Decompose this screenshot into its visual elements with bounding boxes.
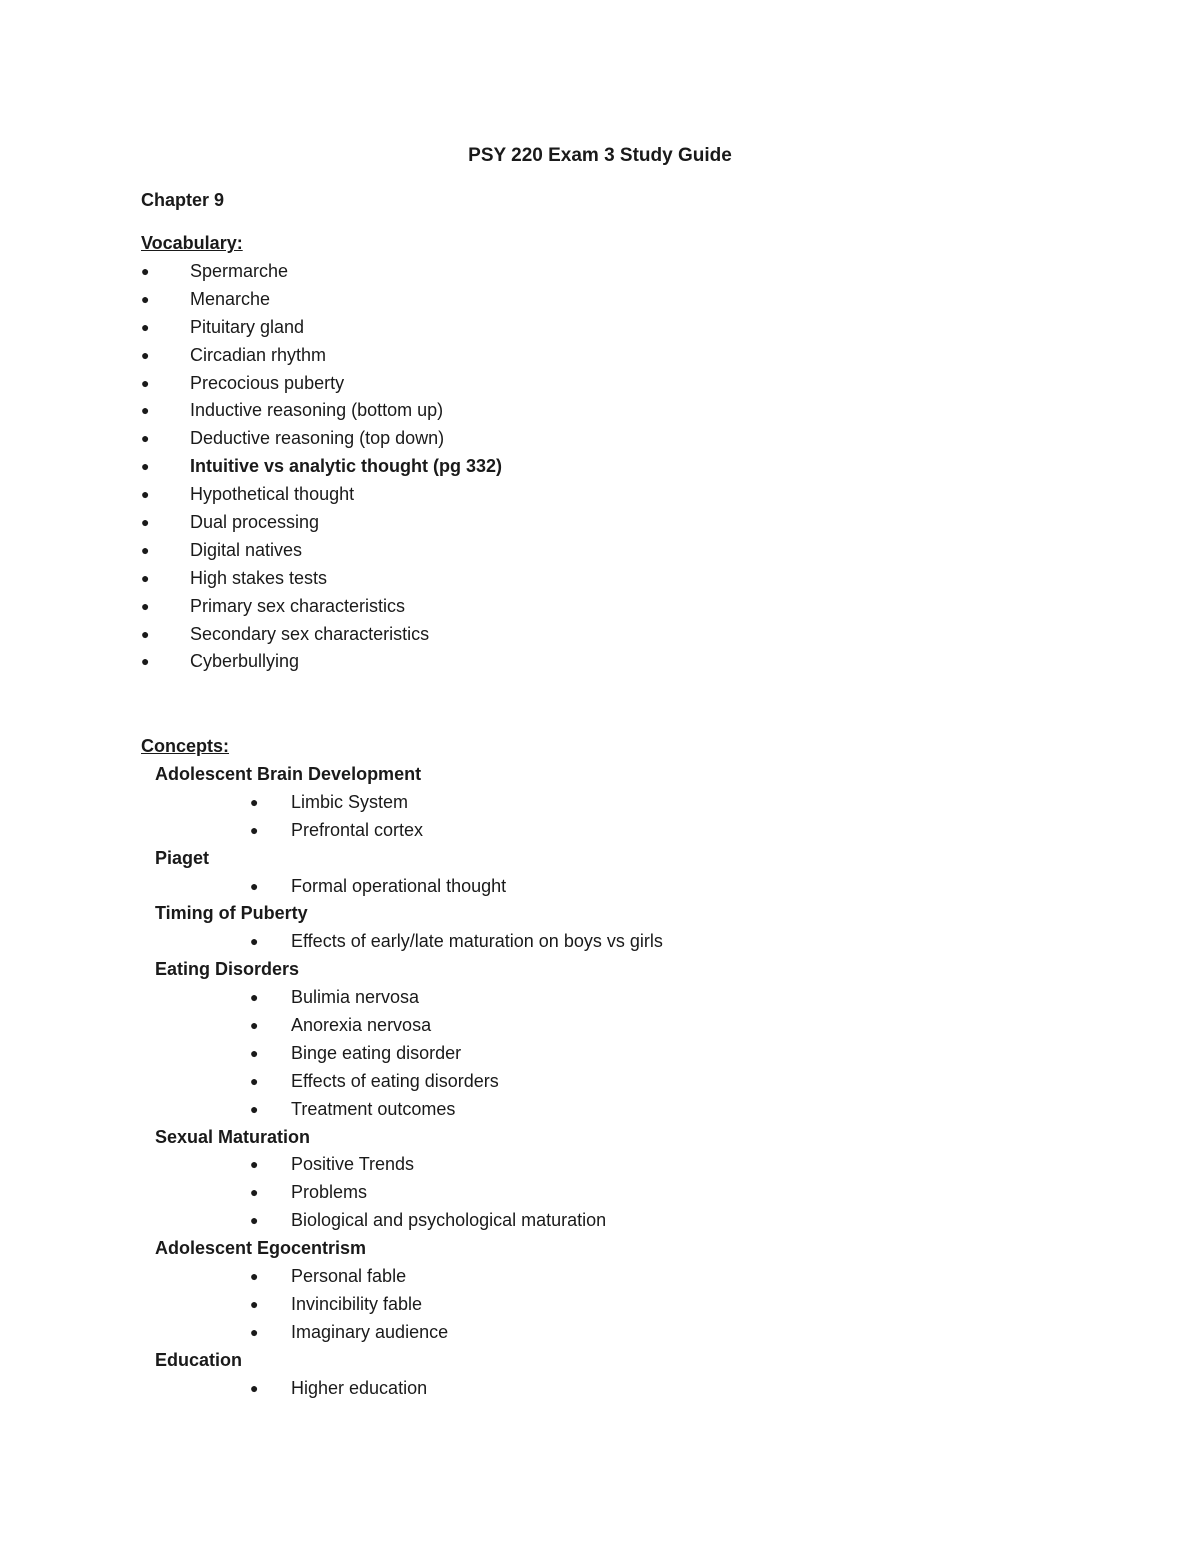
bullet-icon: ● [141,346,150,363]
vocabulary-item [141,565,502,593]
concept-group-title: Eating Disorders [155,959,300,980]
vocabulary-item-text: Cyberbullying [190,651,300,672]
concept-item [250,1207,663,1235]
vocabulary-item-text: High stakes tests [190,567,328,588]
bullet-icon: ● [141,653,150,670]
concepts-section [155,761,663,1402]
page-title: PSY 220 Exam 3 Study Guide [468,145,732,166]
vocabulary-item-text: Primary sex characteristics [190,595,406,616]
concept-item-text: Higher education [291,1377,428,1398]
vocabulary-item [141,648,502,676]
concept-item [250,873,663,901]
vocabulary-item [141,509,502,537]
vocabulary-item-text: Precocious puberty [190,372,345,393]
vocabulary-item [141,314,502,342]
vocabulary-item-text: Digital natives [190,539,303,560]
vocabulary-item-text: Deductive reasoning (top down) [190,428,445,449]
concept-item [250,789,663,817]
concept-item-text: Effects of eating disorders [291,1070,499,1091]
concept-item [250,1040,663,1068]
bullet-icon: ● [250,877,259,894]
concept-list [155,1375,663,1403]
chapter-heading: Chapter 9 [141,190,225,210]
bullet-icon: ● [250,1379,259,1396]
bullet-icon: ● [250,1072,259,1089]
concept-item [250,1319,663,1347]
vocabulary-item-text: Inductive reasoning (bottom up) [190,400,444,421]
concept-list [155,984,663,1123]
bullet-icon: ● [250,1212,259,1229]
concept-group [155,845,663,901]
vocabulary-item [141,342,502,370]
concept-group-title: Adolescent Brain Development [155,764,422,784]
concept-list [155,873,663,901]
concept-group [155,900,663,956]
vocabulary-item-text: Circadian rhythm [190,344,327,365]
vocabulary-item [141,425,502,453]
vocabulary-item [141,537,502,565]
vocabulary-item [141,286,502,314]
bullet-icon: ● [141,486,150,503]
vocabulary-item-text: Intuitive vs analytic thought (pg 332) [190,456,503,477]
concept-group-title: Adolescent Egocentrism [155,1238,367,1259]
vocabulary-list [141,258,502,676]
bullet-icon: ● [141,430,150,447]
concept-item [250,817,663,845]
concept-item [250,984,663,1012]
concept-item [250,928,663,956]
vocabulary-item [141,621,502,649]
concept-group [155,1235,663,1347]
bullet-icon: ● [250,1268,259,1285]
concept-item-text: Anorexia nervosa [291,1015,432,1036]
concept-item [250,1012,663,1040]
bullet-icon: ● [141,318,150,335]
concepts-heading: Concepts: [141,736,230,756]
bullet-icon: ● [250,1044,259,1061]
bullet-icon: ● [250,821,259,838]
bullet-icon: ● [250,1184,259,1201]
bullet-icon: ● [250,989,259,1006]
bullet-icon: ● [141,458,150,475]
concept-group [155,761,663,845]
bullet-icon: ● [141,402,150,419]
concept-item-text: Bulimia nervosa [291,987,420,1008]
bullet-icon: ● [250,1100,259,1117]
bullet-icon: ● [250,933,259,950]
concept-item-text: Prefrontal cortex [291,819,424,840]
vocabulary-item-text: Pituitary gland [190,316,305,337]
concept-item-text: Effects of early/late maturation on boys vs girls [291,931,663,952]
vocabulary-item [141,397,502,425]
bullet-icon: ● [250,1156,259,1173]
concept-group-title: Timing of Puberty [155,903,308,924]
bullet-icon: ● [141,374,150,391]
concept-item [250,1096,663,1124]
concept-list [155,1263,663,1347]
bullet-icon: ● [141,541,150,558]
bullet-icon: ● [141,290,150,307]
vocabulary-item-text: Secondary sex characteristics [190,623,430,644]
bullet-icon: ● [250,793,259,810]
concept-item [250,1151,663,1179]
concept-group [155,956,663,1123]
concept-item-text: Invincibility fable [291,1293,423,1314]
bullet-icon: ● [141,514,150,531]
concept-item [250,1291,663,1319]
bullet-icon: ● [141,597,150,614]
bullet-icon: ● [250,1295,259,1312]
vocabulary-item-text: Hypothetical thought [190,484,355,505]
concept-item-text: Personal fable [291,1266,407,1287]
concept-item-text: Biological and psychological maturation [291,1210,607,1231]
concept-item-text: Problems [291,1182,368,1203]
bullet-icon: ● [250,1323,259,1340]
concept-item-text: Limbic System [291,791,409,812]
concept-group [155,1347,663,1403]
concept-group-title: Piaget [155,847,210,868]
vocabulary-item [141,370,502,398]
concept-group [155,1124,663,1236]
concept-item [250,1263,663,1291]
bullet-icon: ● [250,1017,259,1034]
concept-list [155,789,663,845]
concept-item [250,1375,663,1403]
concept-list [155,928,663,956]
concept-item [250,1068,663,1096]
vocabulary-item [141,593,502,621]
concept-item-text: Formal operational thought [291,875,507,896]
concept-group-title: Sexual Maturation [155,1126,311,1147]
bullet-icon: ● [141,263,150,279]
concept-item-text: Imaginary audience [291,1321,449,1342]
concept-item [250,1179,663,1207]
vocabulary-heading: Vocabulary: [141,233,243,253]
concept-item-text: Positive Trends [291,1154,415,1175]
concept-group-title: Education [155,1349,243,1370]
vocabulary-item [141,453,502,481]
vocabulary-item [141,258,502,286]
concept-list [155,1151,663,1235]
concept-item-text: Treatment outcomes [291,1098,456,1119]
vocabulary-item-text: Menarche [190,288,271,309]
vocabulary-item-text: Spermarche [190,261,289,281]
concept-item-text: Binge eating disorder [291,1042,462,1063]
bullet-icon: ● [141,625,150,642]
vocabulary-item-text: Dual processing [190,512,320,533]
bullet-icon: ● [141,569,150,586]
vocabulary-item [141,481,502,509]
